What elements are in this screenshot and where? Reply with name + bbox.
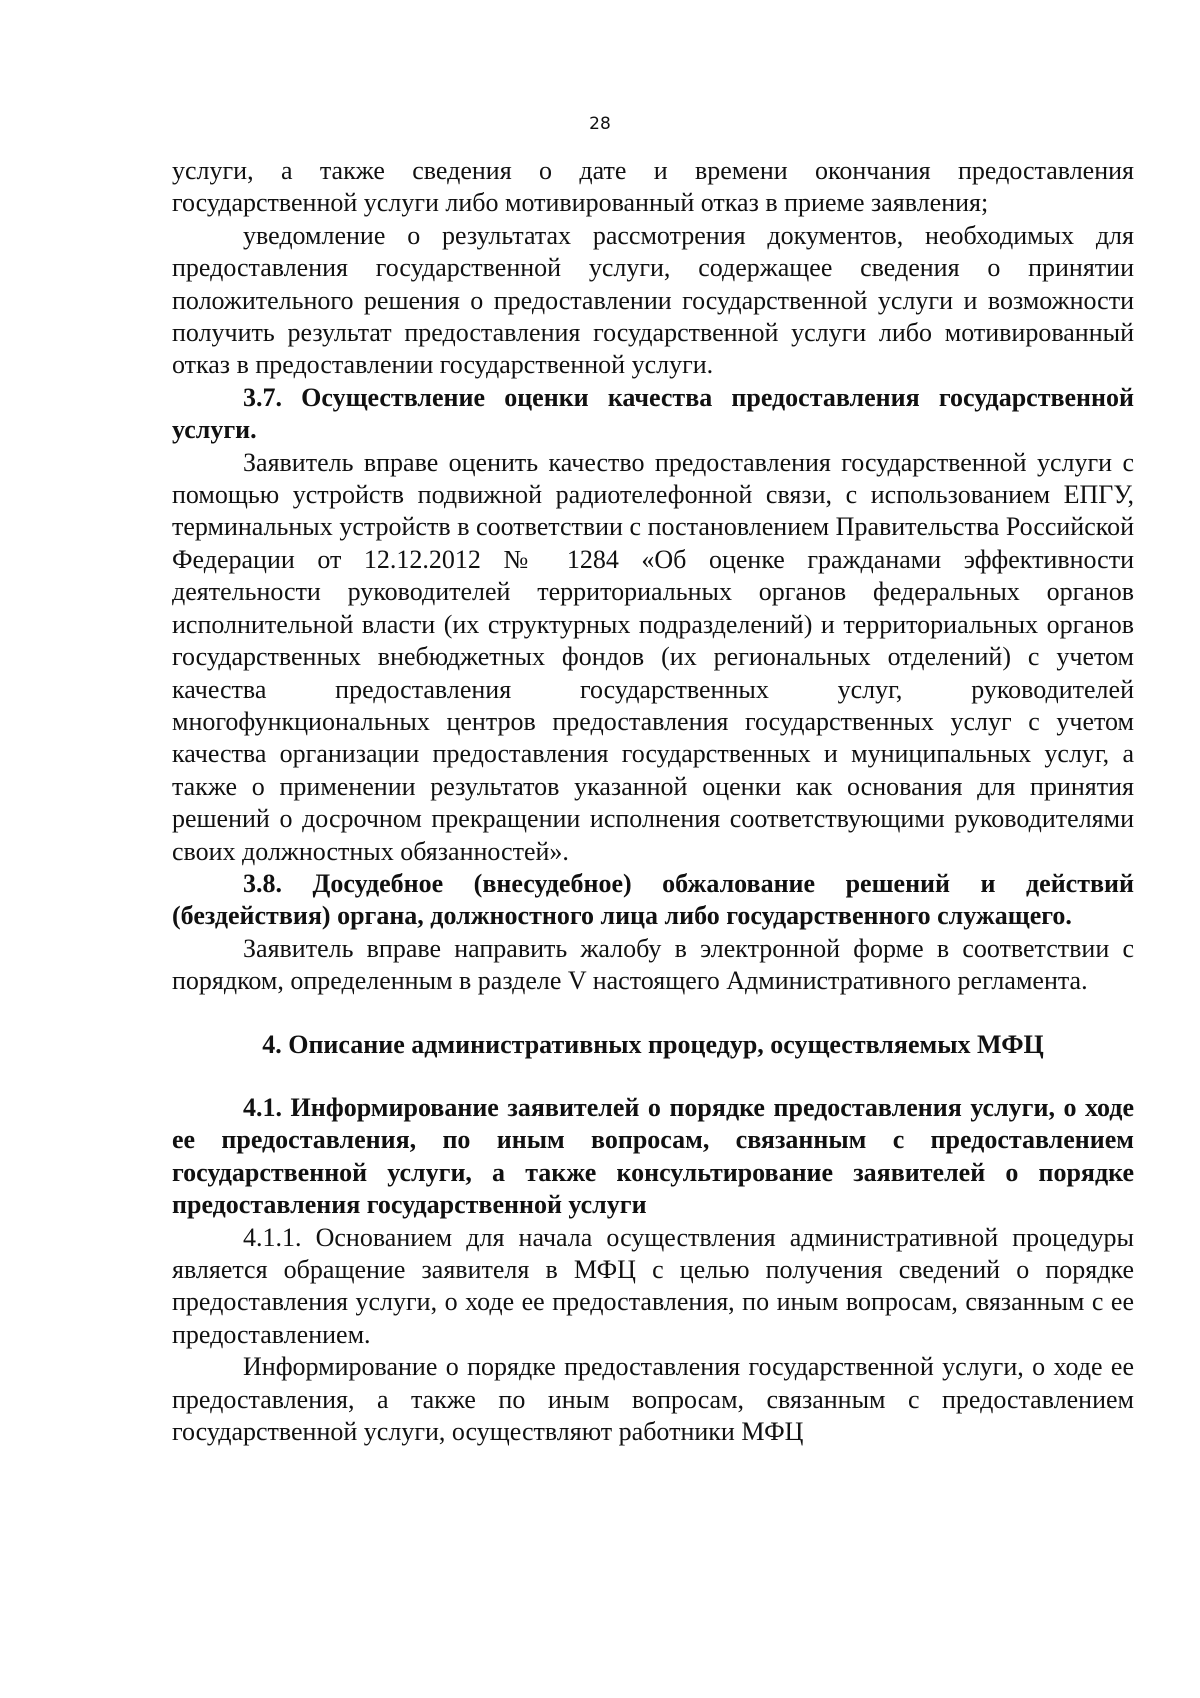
paragraph-quality-assessment: Заявитель вправе оценить качество предоставления государственной услуги с помощью устройств подвижной радиотелефонной связи, с использованием ЕПГУ, терминальных устройств в соответствии с постановлением Правительства Российской Федерации от 12.12.2012 № 1284 «Об оценке гражданами эффективности деятельности руководителей территориальных органов федеральных органов исполнительной власти (их структурных подразделений) и территориальных органов государственных внебюджетных фондов (их региональных отделений) с учетом качества предоставления государственных услуг, руководителей многофункциональных центров предоставления государственных услуг с учетом качества организации предоставления государственных и муниципальных услуг, а также о применении результатов указанной оценки как основания для принятия решений о досрочном прекращении исполнения соответствующими руководителями своих должностных обязанностей». [172, 447, 1134, 866]
spacer [172, 1061, 1134, 1092]
paragraph-informing: Информирование о порядке предоставления государственной услуги, о ходе ее предоставления, а также по иным вопросам, связанным с предоставлением государственной услуги, осуществляют работники МФЦ [172, 1352, 1134, 1447]
paragraph-notification: уведомление о результатах рассмотрения документов, необходимых для предоставления государственной услуги, содержащее сведения о принятии положительного решения о предоставлении государственной услуги и возможности получить результат предоставления государственной услуги либо мотивированный отказ в предоставлении государственной услуги. [172, 220, 1134, 380]
section-heading-3-8: 3.8. Досудебное (внесудебное) обжалование решений и действий (бездействия) органа, должностного лица либо государственного служащего. [172, 868, 1134, 931]
document-body [172, 155, 1134, 1448]
paragraph-4-1-1: 4.1.1. Основанием для начала осуществления административной процедуры является обращение заявителя в МФЦ с целью получения сведений о порядке предоставления услуги, о ходе ее предоставления, по иным вопросам, связанным с ее предоставлением. [172, 1222, 1134, 1349]
paragraph-complaint: Заявитель вправе направить жалобу в электронной форме в соответствии с порядком, определенным в разделе V настоящего Административного регламента. [172, 933, 1134, 996]
section-heading-3-7: 3.7. Осуществление оценки качества предоставления государственной услуги. [172, 382, 1134, 445]
spacer [172, 998, 1134, 1029]
page-number: 28 [589, 114, 611, 134]
chapter-heading-4: 4. Описание административных процедур, осуществляемых МФЦ [262, 1029, 1044, 1059]
paragraph-continuation: услуги, а также сведения о дате и времени окончания предоставления государственной услуги либо мотивированный отказ в приеме заявления; [172, 156, 1134, 218]
section-heading-4-1: 4.1. Информирование заявителей о порядке предоставления услуги, о ходе ее предоставления, по иным вопросам, связанным с предоставлением государственной услуги, а также консультирование заявителей о порядке предоставления государственной услуги [172, 1092, 1134, 1220]
